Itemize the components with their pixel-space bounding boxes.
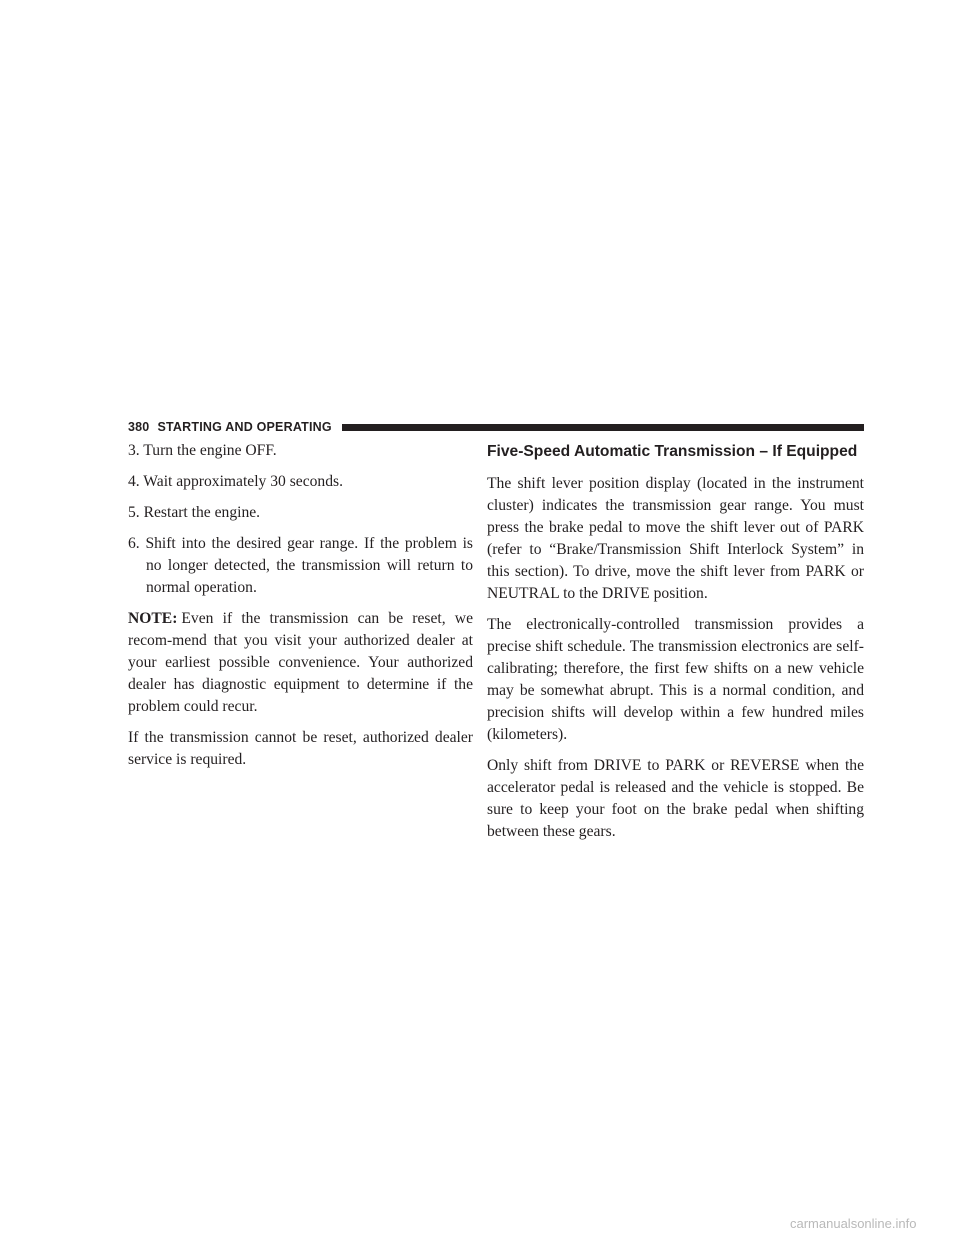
section-title: STARTING AND OPERATING	[157, 420, 332, 434]
list-item-step-3: 3. Turn the engine OFF.	[128, 442, 277, 459]
header-rule	[342, 424, 864, 431]
note-text: Even if the transmission can be reset, we recom-mend that you visit your authorized dealer at your earliest possible convenience. Your authorized dealer has diagnostic equipment to determine if the problem could recur.	[128, 610, 473, 715]
list-item-step-5: 5. Restart the engine.	[128, 504, 261, 521]
body-paragraph: Only shift from DRIVE to PARK or REVERSE when the accelerator pedal is released and the vehicle is stopped. Be sure to keep your foot on the brake pedal when shifting between these gears.	[487, 757, 864, 840]
note-paragraph	[128, 608, 473, 718]
note-label: NOTE:	[128, 610, 178, 627]
list-item-step-6: 6. Shift into the desired gear range. If the problem is no longer detected, the transmission will return to normal operation.	[128, 535, 473, 596]
page-header	[128, 419, 864, 435]
subsection-heading: Five-Speed Automatic Transmission – If Equipped	[487, 443, 858, 460]
left-column	[128, 440, 473, 780]
body-paragraph: The shift lever position display (located in the instrument cluster) indicates the transmission gear range. You must press the brake pedal to move the shift lever out of PARK (refer to “Brake/Transmission Shift Interlock System” in this section). To drive, move the shift lever from PARK or NEUTRAL to the DRIVE position.	[487, 475, 864, 602]
closing-paragraph: If the transmission cannot be reset, authorized dealer service is required.	[128, 729, 473, 768]
body-paragraph: The electronically-controlled transmission provides a precise shift schedule. The transmission electronics are self-calibrating; therefore, the first few shifts on a new vehicle may be somewhat abrupt. This is a normal condition, and precision shifts will develop within a few hundred miles (kilometers).	[487, 616, 864, 743]
list-item-step-4: 4. Wait approximately 30 seconds.	[128, 473, 343, 490]
page-number: 380	[128, 420, 150, 434]
right-column	[487, 440, 864, 852]
watermark-text: carmanualsonline.info	[790, 1216, 917, 1231]
